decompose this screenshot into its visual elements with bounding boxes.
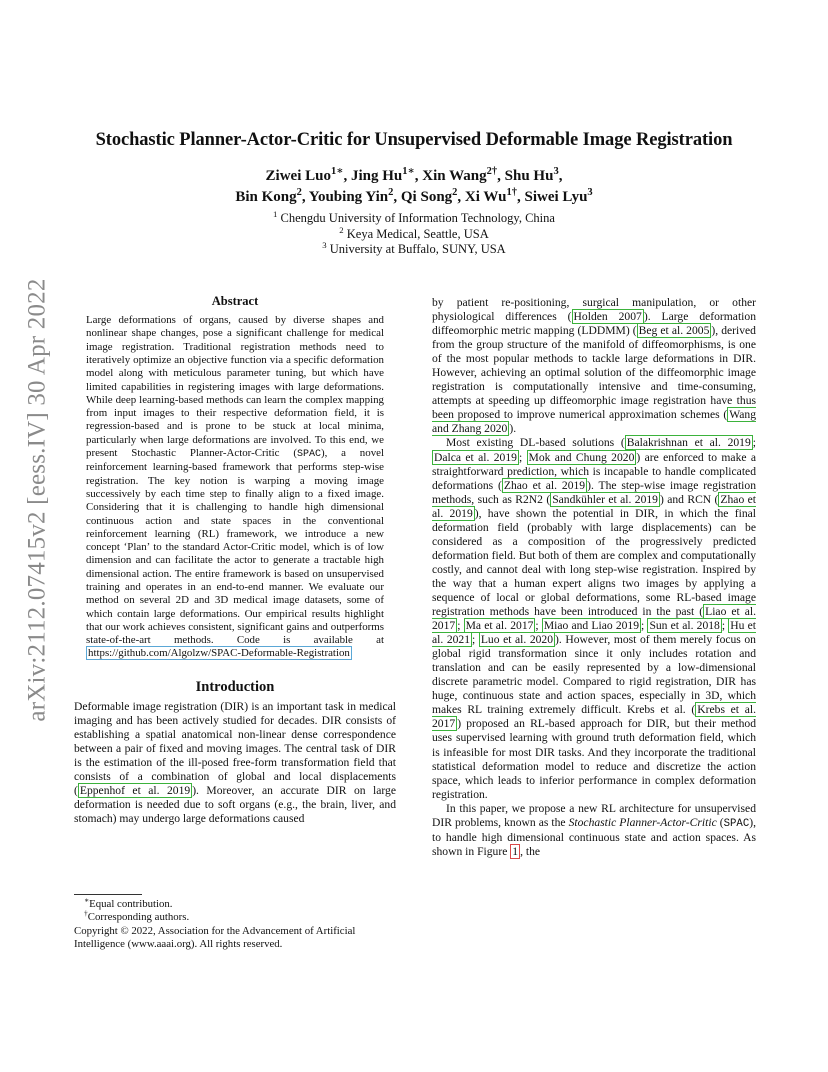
arxiv-identifier-stamp: [16, 250, 60, 750]
citation-link[interactable]: Eppenhof et al. 2019: [79, 784, 191, 798]
footnotes: [74, 894, 396, 951]
author-list: [0, 166, 828, 208]
spac-acronym: SPAC: [296, 449, 321, 461]
citation-link[interactable]: Sandkühler et al. 2019: [552, 492, 658, 506]
author-affil-mark: 2: [388, 187, 394, 198]
citation-link[interactable]: Dalca et al. 2019: [434, 450, 517, 464]
author-name: Xin Wang: [422, 168, 487, 184]
citation-link[interactable]: Luo et al. 2020: [480, 633, 554, 647]
citation-link[interactable]: Zhao et al. 2019: [503, 478, 586, 492]
body-paragraph: Most existing DL-based solutions ( Balakrishnan et al. 2019 ; Dalca et al. 2019 ; Mok and Chung 2020 ) are enforced to make a straightforward prediction, which is incapable to handle complicated deformations ( Zhao et al. 2019 ). The step-wise image registration methods, such as R2N2 ( Sandkühler et al. 2019 ) and RCN ( Zhao et al. 2019 ), have shown the potential in DIR, in which the final deformation field (probably with large displacements) can be considered as a composition of the progressively predicted deformation field. But both of them are complex and computationally costly, and cannot deal with long step-wise registration. Inspired by the way that a human expert aligns two images by applying a sequence of local or global deformations, some RL-based image registration methods have been introduced in the past ( Liao et al. 2017 ; Ma et al. 2017 ; Miao and Liao 2019 ; Sun et al. 2018 ; Hu et al. 2021 ; Luo et al. 2020 ). However, most of them merely focus on global rigid transformation since it only includes rotation and translation and can be easily represented by a low-dimensional discrete parametric model. Compared to rigid registration, DIR has huge, continuous state and action spaces, especially in 3D, which makes RL training extremely difficult. Krebs et al. ( Krebs et al. 2017 ) proposed an RL-based approach for DIR, but their method uses supervised learning with ground truth deformation field, which is infeasible for most DIR tasks. And they incorporate the traditional statistical deformation model to reduce and discretize the action space, which leads to inferior performance in complex deformation registration.: [432, 436, 757, 801]
copyright-notice: Copyright © 2022, Association for the Advancement of Artificial Intelligence (www.aaai.org). All rights reserved.: [74, 925, 356, 950]
abstract-body: Large deformations of organs, caused by diverse shapes and nonlinear shape changes, pose a significant challenge for medical image registration. Traditional registration methods need to iteratively optimize an objective function via a specific deformation model along with meticulous parameter tuning, but which have limited capabilities in registering images with large deformations. While deep learning-based methods can learn the complex mapping from input images to their respective deformation field, it is regression-based and is prone to be stuck at local minima, particularly when large deformations are involved. To this end, we present Stochastic Planner-Actor-Critic (SPAC), a novel reinforcement learning-based framework that performs step-wise registration. The key notion is warping a moving image successively by each time step to finally align to a fixed image. Considering that it is challenging to handle high dimensional continuous action and state spaces in the conventional reinforcement learning (RL) framework, we introduce a new concept ‘Plan’ to the standard Actor-Critic model, which is of low dimension and can facilitate the actor to generate a tractable high dimensional action. The entire framework is based on unsupervised training and operates in an end-to-end manner. We evaluate our method on several 2D and 3D medical image datasets, some of which contain large deformations. Our empirical results highlight that our work achieves consistent, significant gains and outperforms state-of-the-art methods. Code is available at https://github.com/Algolzw/SPAC-Deformable-Registration: [86, 314, 384, 660]
left-column: [74, 294, 396, 826]
citation-link[interactable]: Holden 2007: [573, 310, 642, 324]
citation-link[interactable]: Krebs et al. 2017: [432, 703, 756, 731]
citation-link[interactable]: Hu et al. 2021: [432, 619, 756, 647]
footnote-corresponding-authors: †Corresponding authors.: [84, 908, 190, 923]
citation-link[interactable]: Miao and Liao 2019: [543, 619, 640, 633]
author-affil-mark: 2: [296, 187, 302, 198]
author-affil-mark: 1∗: [402, 166, 415, 177]
introduction-paragraph: Deformable image registration (DIR) is an important task in medical imaging and has been actively studied for decades. DIR consists of establishing a spatial anatomical non-linear dense correspondence between a pair of fixed and moving images. The central task of DIR is the estimation of the ill-posed free-form transformation field that consists of a combination of global and local displacements ( Eppenhof et al. 2019 ). Moreover, an accurate DIR on large deformation is needed due to soft organs (e.g., the brain, liver, and stomach) may undergo large deformations caused: [74, 699, 396, 826]
citation-link[interactable]: Liao et al. 2017: [432, 605, 756, 633]
affiliation-item: $^1$ Chengdu University of Information Technology, China: [273, 208, 555, 225]
abstract-heading: Abstract: [211, 294, 259, 308]
author-line-1: Ziwei Luo$^{1∗}$, Jing $Hu^{1∗}$, Xin Wang$^{2\dagger}$, Shu Hu$^3$,: [265, 166, 563, 184]
author-name: Shu Hu: [504, 168, 554, 184]
author-name: Bin Kong: [235, 189, 297, 205]
author-name: Qi Song: [400, 189, 453, 205]
affiliation-list: [0, 208, 828, 258]
body-paragraph: by patient re-positioning, surgical manipulation, or other physiological differences ( Holden 2007 ). Large deformation diffeomorphic metric mapping (LDDMM) ( Beg et al. 2005 ), derived from the group structure of the manifold of diffeomorphisms, is one of the most popular methods to tackle large deformations in DIR. However, achieving an optimal solution of the diffeomorphic image registration is computationally intensive and time-consuming, attempts at speeding up diffeomorphic image registration have thus been proposed to improve numerical approximation schemes ( Wang and Zhang 2020 ).: [432, 296, 756, 436]
spac-acronym: SPAC: [723, 817, 750, 830]
citation-link[interactable]: Mok and Chung 2020: [528, 450, 635, 464]
citation-link[interactable]: Beg et al. 2005: [638, 324, 710, 338]
author-affil-mark: 2†: [486, 166, 498, 177]
citation-link[interactable]: Ma et al. 2017: [465, 619, 534, 633]
author-affil-mark: 3: [553, 166, 559, 177]
author-name: Youbing Yin: [308, 189, 389, 205]
author-affil-mark: 3: [587, 187, 593, 198]
author-affil-mark: 1†: [506, 187, 517, 198]
paper-title: Stochastic Planner-Actor-Critic for Unsupervised Deformable Image Registration: [95, 130, 733, 150]
arxiv-identifier-text: arXiv:2112.07415v2 [eess.IV] 30 Apr 2022: [24, 278, 51, 722]
body-paragraph: In this paper, we propose a new RL architecture for unsupervised DIR problems, known as the Stochastic Planner-Actor-Critic (SPAC), to handle high dimensional continuous state and action spaces. As shown in Figure 1 , the: [432, 801, 756, 858]
author-name: Siwei Lyu: [524, 189, 588, 205]
affiliation-item: $^3$ University at Buffalo, SUNY, USA: [322, 239, 506, 256]
citation-link[interactable]: Wang and Zhang 2020: [432, 408, 756, 436]
author-name: Xi Wu: [464, 189, 507, 205]
author-name: Jing Hu: [351, 168, 403, 184]
figure-reference-link[interactable]: 1: [512, 844, 519, 858]
affiliation-item: $^2$ Keya Medical, Seattle, USA: [339, 224, 489, 241]
right-column: [432, 296, 756, 859]
footnote-equal-contribution: ∗Equal contribution.: [84, 895, 173, 910]
author-affil-mark: 1∗: [330, 166, 344, 177]
code-url-link[interactable]: https://github.com/Algolzw/SPAC-Deformable-Registration: [88, 647, 350, 660]
citation-link[interactable]: Balakrishnan et al. 2019: [626, 436, 751, 450]
citation-link[interactable]: Zhao et al. 2019: [432, 492, 756, 520]
author-affil-mark: 2: [452, 187, 458, 198]
author-line-2: Bin Kong$^2$, Youbing Yin$^2$, Qi Song$^2$, Xi $Wu^{1\dagger}$, Siwei Lyu$^3$: [235, 187, 593, 205]
method-name-italic: Stochastic Planner-Actor-Critic: [568, 815, 717, 829]
introduction-heading: Introduction: [195, 678, 275, 695]
citation-link[interactable]: Sun et al. 2018: [649, 619, 720, 633]
author-name: Ziwei Luo: [265, 168, 331, 184]
